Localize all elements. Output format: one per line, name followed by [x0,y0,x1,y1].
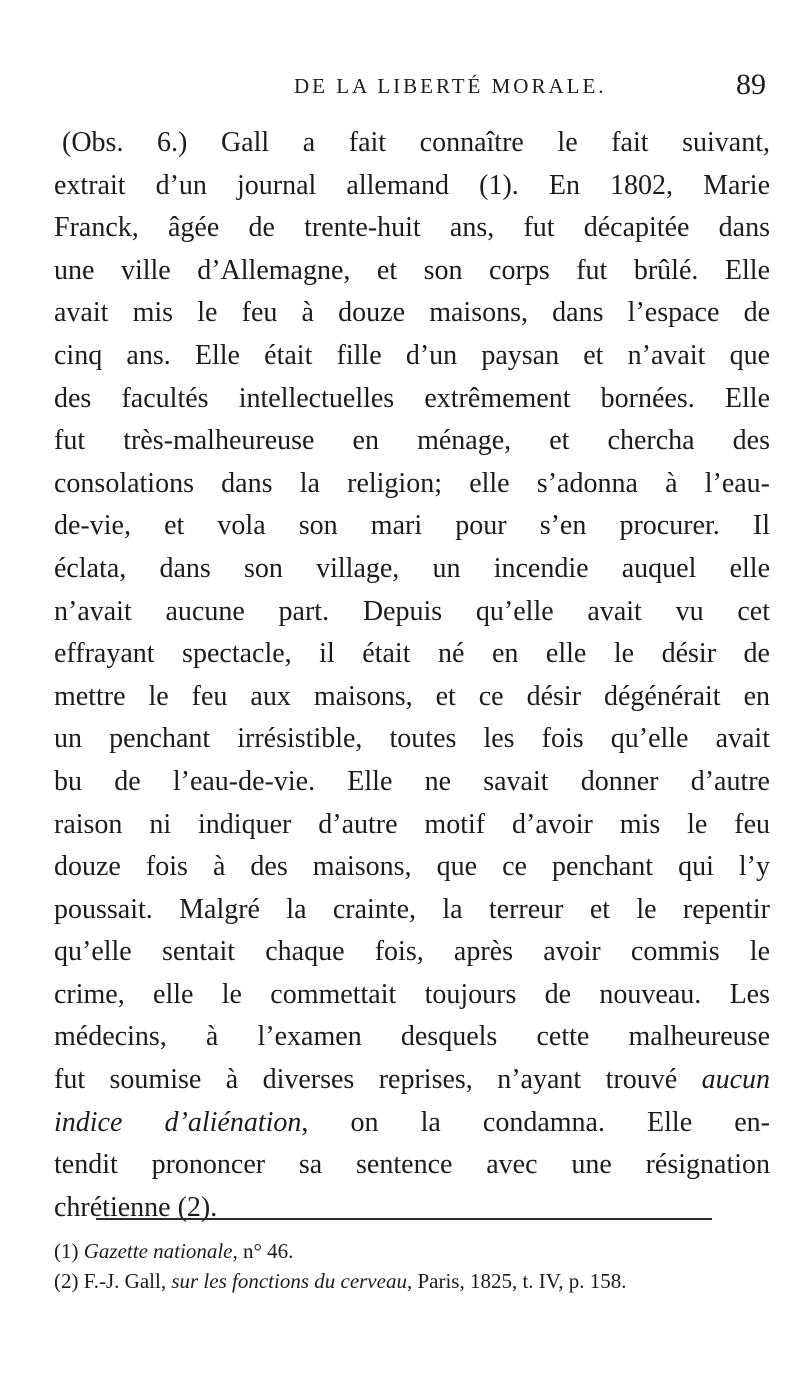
text-line: poussait. Malgré la crainte, la terreur et le repentir [54,893,770,925]
text-line: n’avait aucune part. Depuis qu’elle avait vu cet [54,595,770,627]
footnote-text: , Paris, 1825, t. IV, p. 158. [406,1269,627,1293]
text-line: effrayant spectacle, il était né en elle le désir de [54,638,770,670]
text-line: consolations dans la religion; elle s’adonna à l’eau- [54,467,770,499]
footnote-marker: (2) [54,1269,79,1293]
footnotes [54,1236,770,1296]
text-line: éclata, dans son village, un incendie auquel elle [54,552,770,584]
text-line: avait mis le feu à douze maisons, dans l’espace de [54,297,770,329]
running-head [96,68,766,108]
running-title: DE LA LIBERTÉ MORALE. [294,74,607,98]
text-line: fut très-malheureuse en ménage, et chercha des [54,425,770,457]
page-number: 89 [736,68,766,101]
text-line: mettre le feu aux maisons, et ce désir dégénérait en [54,680,770,712]
text-segment: fut soumise à diverses reprises, n’ayant trouvé [54,1064,702,1096]
emphasis-text: indice d’aliénation [54,1106,302,1138]
text-line: chrétienne (2). [54,1191,218,1223]
text-line: douze fois à des maisons, que ce penchant qui l’y [54,851,770,883]
footnote-text: , n° 46. [232,1239,294,1263]
text-segment: , on la condamna. Elle en- [301,1106,770,1138]
text-line: crime, elle le commettait toujours de nouveau. Les [54,978,770,1010]
text-line: des facultés intellectuelles extrêmement bornées. Elle [54,382,770,414]
footnote-author: F.-J. Gall, [83,1269,172,1293]
footnote-source-title: Gazette nationale [83,1239,233,1263]
footnote-rule [96,1218,712,1220]
text-line: cinq ans. Elle était fille d’un paysan et n’avait que [54,339,770,371]
text-line: qu’elle sentait chaque fois, après avoir commis le [54,936,770,968]
emphasis-text: aucun [701,1064,770,1096]
footnote-source-title: sur les fonctions du cerveau [171,1269,407,1293]
text-line: extrait d’un journal allemand (1). En 1802, Marie [54,169,770,201]
footnote [54,1266,770,1296]
text-line [54,1059,770,1102]
text-line: bu de l’eau-de-vie. Elle ne savait donner d’autre [54,765,770,797]
text-line: médecins, à l’examen desquels cette malheureuse [54,1021,770,1053]
text-line: tendit prononcer sa sentence avec une résignation [54,1149,770,1181]
body-text [54,122,770,1229]
text-line: un penchant irrésistible, toutes les fois qu’elle avait [54,723,770,755]
footnote [54,1236,770,1266]
text-line: une ville d’Allemagne, et son corps fut brûlé. Elle [54,254,770,286]
text-line: Franck, âgée de trente-huit ans, fut décapitée dans [54,212,770,244]
text-line: de-vie, et vola son mari pour s’en procurer. Il [54,510,770,542]
text-line: raison ni indiquer d’autre motif d’avoir mis le feu [54,808,770,840]
text-line: (Obs. 6.) Gall a fait connaître le fait suivant, [62,127,770,158]
text-line [54,1102,770,1145]
footnote-marker: (1) [54,1239,79,1263]
